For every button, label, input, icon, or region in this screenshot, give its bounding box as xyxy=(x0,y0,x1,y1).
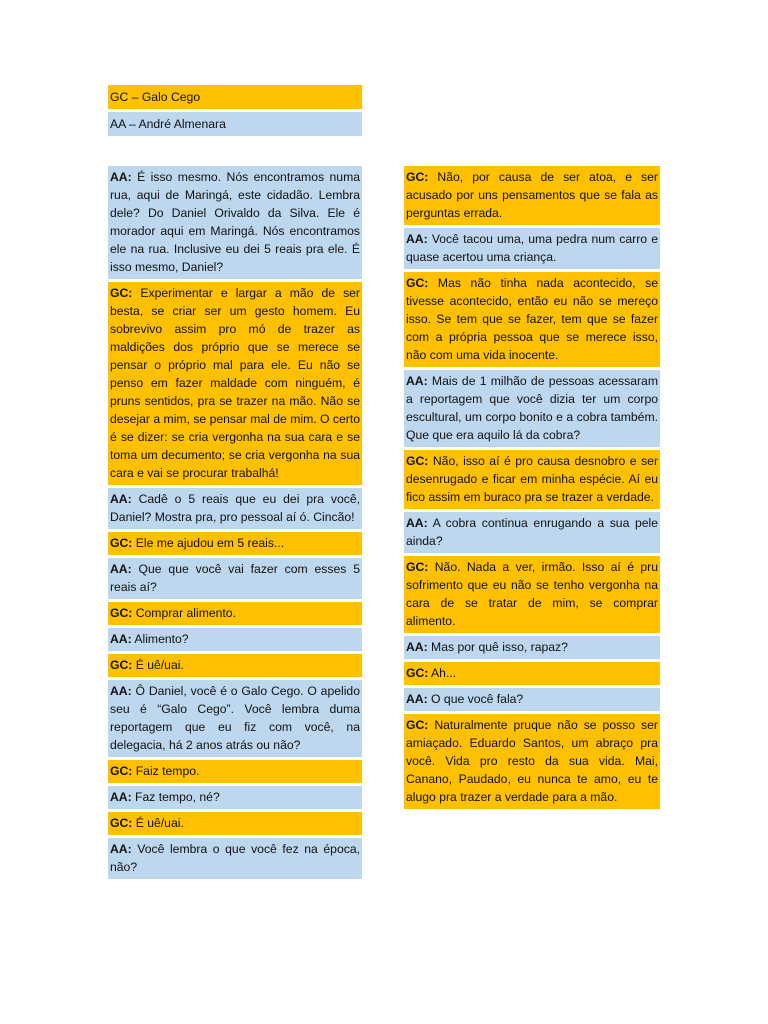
legend-gc: GC – Galo Cego xyxy=(108,85,362,109)
dialogue-line-aa xyxy=(108,558,362,599)
dialogue-line-gc xyxy=(108,654,362,677)
dialogue-line-aa xyxy=(108,838,362,879)
dialogue-line-aa xyxy=(404,370,660,447)
dialogue-line-aa xyxy=(108,680,362,757)
transcript-column-left xyxy=(108,166,362,879)
speaker-label: AA: xyxy=(110,170,132,184)
dialogue-line-aa xyxy=(404,688,660,711)
speaker-label: GC: xyxy=(110,536,133,550)
dialogue-line-gc xyxy=(404,556,660,633)
speaker-label: AA: xyxy=(406,232,428,246)
speaker-label: GC: xyxy=(406,666,429,680)
dialogue-text: A cobra continua enrugando a sua pele ainda? xyxy=(406,516,658,548)
speaker-label: AA: xyxy=(406,692,428,706)
dialogue-text: Alimento? xyxy=(131,632,189,646)
dialogue-line-gc xyxy=(108,812,362,835)
dialogue-text: O que você fala? xyxy=(427,692,524,706)
dialogue-text: Você lembra o que você fez na época, não? xyxy=(110,842,360,874)
dialogue-text: Cadê o 5 reais que eu dei pra você, Daniel? Mostra pra, pro pessoal aí ó. Cincão! xyxy=(110,492,360,524)
speaker-label: GC: xyxy=(110,286,133,300)
dialogue-text: Ô Daniel, você é o Galo Cego. O apelido seu é “Galo Cego”. Você lembra duma reportagem que eu fiz com você, na delegacia, há 2 anos atrás ou não? xyxy=(110,684,360,752)
dialogue-line-aa xyxy=(108,786,362,809)
speaker-label: GC: xyxy=(110,658,133,672)
speaker-label: GC: xyxy=(110,764,133,778)
dialogue-text: Mas por quê isso, rapaz? xyxy=(427,640,568,654)
dialogue-line-aa xyxy=(404,228,660,269)
speaker-label: GC: xyxy=(406,276,429,290)
dialogue-line-gc xyxy=(108,602,362,625)
speaker-label: GC: xyxy=(406,454,429,468)
speaker-label: AA: xyxy=(110,632,132,646)
dialogue-line-gc xyxy=(108,532,362,555)
dialogue-text: É uê/uai. xyxy=(132,816,184,830)
dialogue-text: Ele me ajudou em 5 reais... xyxy=(132,536,285,550)
dialogue-text: Mais de 1 milhão de pessoas acessaram a reportagem que você dizia ter um corpo escultural, um corpo bonito e a cobra também. Que que era aquilo lá da cobra? xyxy=(406,374,658,442)
speaker-label: GC: xyxy=(406,560,429,574)
dialogue-line-gc xyxy=(404,662,660,685)
dialogue-line-aa xyxy=(108,628,362,651)
dialogue-line-gc xyxy=(108,760,362,783)
dialogue-text: É uê/uai. xyxy=(132,658,184,672)
dialogue-line-gc xyxy=(404,450,660,509)
dialogue-text: Não, por causa de ser atoa, e ser acusado por uns pensamentos que se fala as perguntas errada. xyxy=(406,170,658,220)
dialogue-text: É isso mesmo. Nós encontramos numa rua, aqui de Maringá, este cidadão. Lembra dele? Do Daniel Orivaldo da Silva. Ele é morador aqui em Maringá. Nós encontramos ele na rua. Inclusive eu dei 5 reais pra ele. É isso mesmo, Daniel? xyxy=(110,170,360,274)
dialogue-text: Comprar alimento. xyxy=(132,606,236,620)
dialogue-line-gc xyxy=(404,272,660,367)
speaker-label: AA: xyxy=(406,640,428,654)
dialogue-text: Que que você vai fazer com esses 5 reais aí? xyxy=(110,562,360,594)
dialogue-line-gc xyxy=(108,282,362,485)
speaker-label: AA: xyxy=(110,684,132,698)
dialogue-text: Você tacou uma, uma pedra num carro e quase acertou uma criança. xyxy=(406,232,658,264)
dialogue-line-aa xyxy=(404,512,660,553)
dialogue-line-aa xyxy=(108,488,362,529)
dialogue-text: Faiz tempo. xyxy=(132,764,200,778)
dialogue-text: Faz tempo, né? xyxy=(131,790,220,804)
dialogue-text: Não, isso aí é pro causa desnobro e ser desenrugado e ficar em minha espécie. Aí eu fico assim em buraco pra se trazer a verdade. xyxy=(406,454,658,504)
speaker-label: GC: xyxy=(406,718,429,732)
dialogue-text: Ah... xyxy=(428,666,457,680)
speaker-label: GC: xyxy=(110,606,133,620)
speaker-label: AA: xyxy=(110,562,132,576)
dialogue-text: Naturalmente pruque não se posso ser amiaçado. Eduardo Santos, um abraço pra você. Vida pro resto da sua vida. Mai, Canano, Paudado, eu nunca te amo, eu te alugo pra trazer a verdade para a mão. xyxy=(406,718,658,804)
speaker-label: AA: xyxy=(406,374,428,388)
dialogue-text: Mas não tinha nada acontecido, se tivesse acontecido, então eu não se mereço isso. Se tem que se fazer, tem que se fazer com a própria pessoa que se merece isso, não com uma vida inocente. xyxy=(406,276,658,362)
dialogue-line-aa xyxy=(108,166,362,279)
dialogue-line-gc xyxy=(404,166,660,225)
speaker-label: AA: xyxy=(110,842,132,856)
speaker-label: AA: xyxy=(406,516,428,530)
speaker-label: GC: xyxy=(110,816,133,830)
transcript-column-right xyxy=(404,166,660,809)
dialogue-line-gc xyxy=(404,714,660,809)
dialogue-line-aa xyxy=(404,636,660,659)
dialogue-text: Experimentar e largar a mão de ser besta, se criar ser um gesto homem. Eu sobrevivo assim pro mó de trazer as maldições dos próprio que se merece se pensar o próprio mal para ele. Eu não se penso em fazer maldade com ninguém, é pruns sentidos, pra se trazer na mão. Não se desejar a mim, se pensar mal de mim. O certo é se dizer: se cria vergonha na sua cara e se toma um decumento; se cria vergonha na sua cara e vai se procurar trabalhá! xyxy=(110,286,360,480)
speaker-label: AA: xyxy=(110,492,132,506)
legend-aa: AA – André Almenara xyxy=(108,112,362,136)
speaker-label: AA: xyxy=(110,790,132,804)
speaker-label: GC: xyxy=(406,170,429,184)
dialogue-text: Não. Nada a ver, irmão. Isso aí é pru sofrimento que eu não se tenho vergonha na cara de se tratar de mim, se comprar alimento. xyxy=(406,560,658,628)
speaker-legend xyxy=(108,85,362,139)
